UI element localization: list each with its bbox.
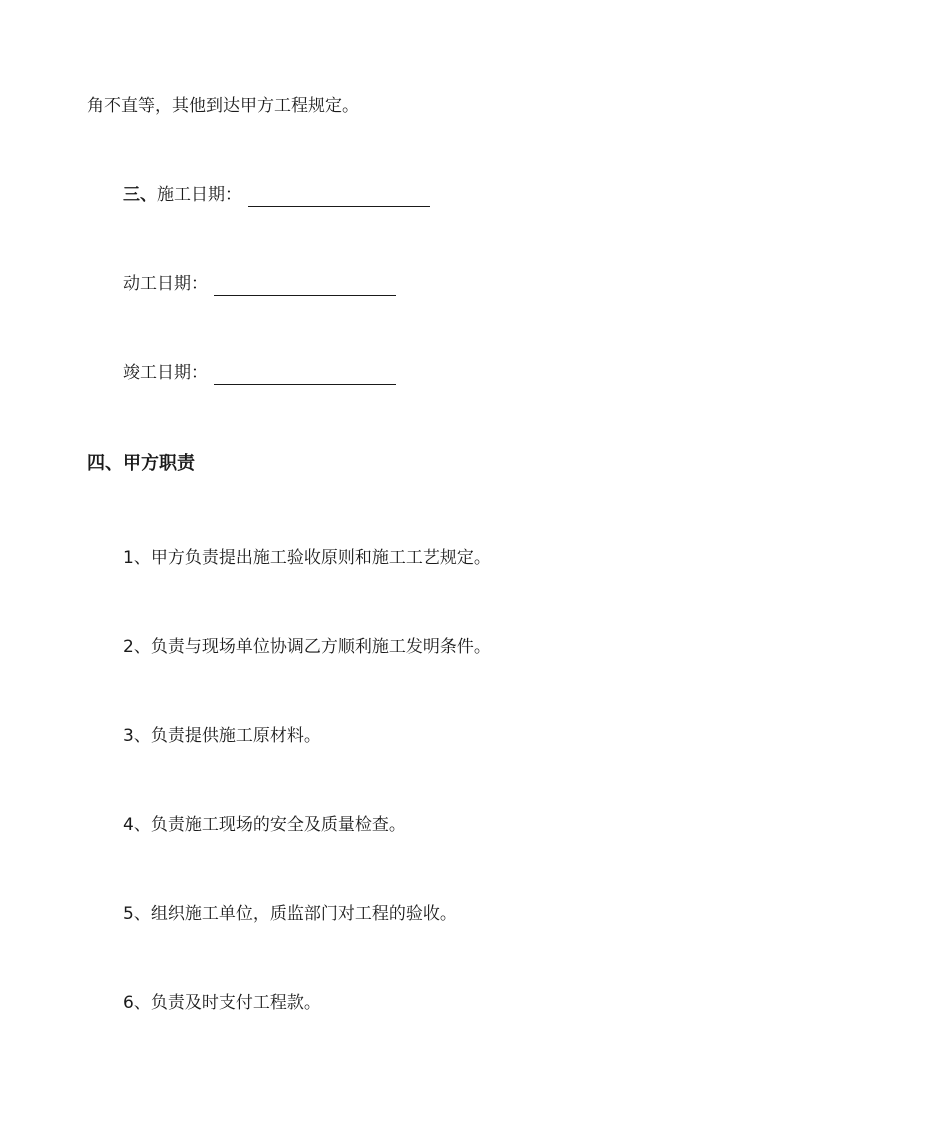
schedule-blank-line — [248, 188, 430, 207]
continuation-text: 角不直等，其他到达甲方工程规定。 — [87, 96, 359, 116]
paragraph-continuation — [87, 94, 359, 118]
list-item: 4、负责施工现场的安全及质量检查。 — [123, 815, 406, 835]
end-date-label: 竣工日期： — [123, 363, 208, 383]
schedule-section-line — [123, 183, 430, 207]
end-date-line — [123, 361, 396, 385]
start-date-line — [123, 272, 396, 296]
list-item: 1、甲方负责提出施工验收原则和施工工艺规定。 — [123, 548, 491, 568]
schedule-label: 施工日期： — [157, 185, 242, 205]
start-date-label: 动工日期： — [123, 274, 208, 294]
list-item: 5、组织施工单位，质监部门对工程的验收。 — [123, 904, 457, 924]
end-date-blank-line — [214, 366, 396, 385]
party-a-heading: 四、甲方职责 — [87, 453, 195, 474]
list-item: 3、负责提供施工原材料。 — [123, 726, 321, 746]
list-item: 6、负责及时支付工程款。 — [123, 993, 321, 1013]
start-date-blank-line — [214, 277, 396, 296]
list-item: 2、负责与现场单位协调乙方顺利施工发明条件。 — [123, 637, 491, 657]
section-number: 三、 — [123, 185, 157, 205]
